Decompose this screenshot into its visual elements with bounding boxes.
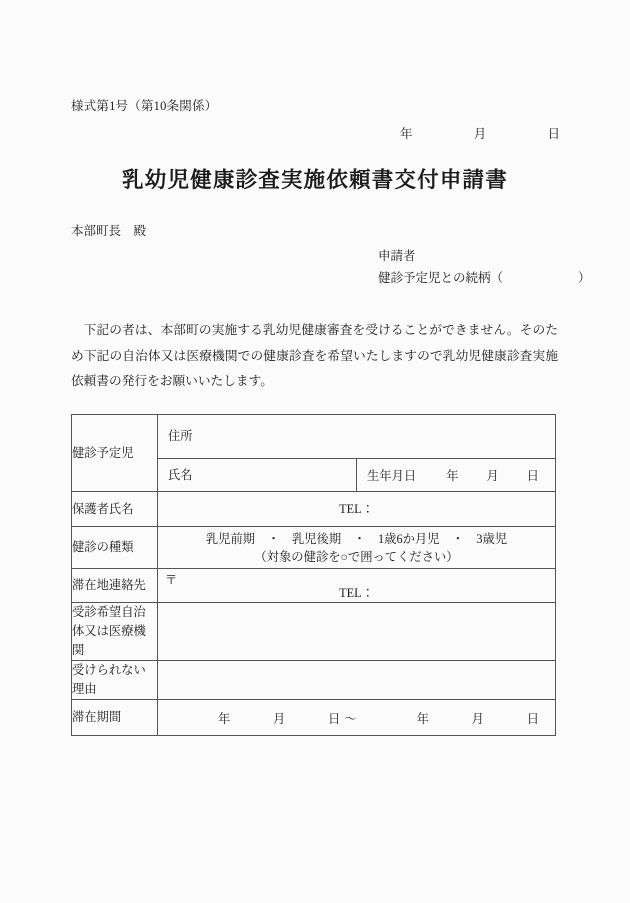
child-name-cell[interactable] bbox=[158, 459, 357, 492]
table-row bbox=[72, 527, 556, 569]
guardian-value-cell[interactable] bbox=[158, 492, 556, 527]
child-label-cell bbox=[72, 415, 158, 492]
child-dob-month: 月 bbox=[486, 469, 499, 483]
child-dob-cell[interactable] bbox=[357, 459, 556, 492]
stay-period-wrap bbox=[158, 709, 555, 727]
child-label: 健診予定児 bbox=[72, 445, 134, 460]
reason-value bbox=[158, 675, 555, 685]
stay-contact-value-cell[interactable] bbox=[158, 569, 556, 603]
header-date-month: 月 bbox=[473, 127, 487, 141]
checkup-type-instruction: （対象の健診を○で囲ってください） bbox=[254, 549, 459, 564]
body-paragraph: 下記の者は、本部町の実施する乳幼児健康審査を受けることができません。そのため下記の自治体又は医療機関での健康診査を希望いたしますので乳幼児健康診査実施依頼書の発行をお願いいたします。 bbox=[71, 323, 558, 388]
stay-period-to-year: 年 bbox=[416, 711, 429, 726]
checkup-type-label-cell bbox=[72, 527, 158, 569]
stay-period-label: 滞在期間 bbox=[72, 710, 122, 724]
child-dob-wrap bbox=[357, 466, 555, 484]
checkup-type-label: 健診の種類 bbox=[72, 540, 134, 554]
child-dob-year: 年 bbox=[446, 469, 459, 483]
postal-mark-icon: 〒 bbox=[165, 573, 178, 587]
desired-facility-value-cell[interactable] bbox=[158, 603, 556, 661]
table-row bbox=[72, 569, 556, 603]
reason-label: 受けられない理由 bbox=[72, 663, 146, 696]
body-text bbox=[71, 318, 558, 395]
stay-period-to-month: 月 bbox=[471, 711, 484, 726]
header-date-line bbox=[400, 124, 560, 142]
table-row bbox=[72, 415, 556, 459]
applicant-relation-field: 健診予定児との続柄（ ） bbox=[378, 271, 591, 285]
stay-period-value-cell[interactable] bbox=[158, 700, 556, 736]
table-row bbox=[72, 700, 556, 736]
table-row bbox=[72, 492, 556, 527]
child-address-label: 住所 bbox=[168, 429, 193, 443]
stay-period-to bbox=[417, 709, 539, 727]
guardian-label: 保護者氏名 bbox=[72, 501, 134, 516]
child-dob-units bbox=[446, 466, 539, 484]
checkup-type-value-cell[interactable] bbox=[158, 527, 556, 569]
stay-period-label-cell bbox=[72, 700, 158, 736]
desired-facility-label: 受診希望自治体又は医療機関 bbox=[72, 605, 146, 657]
guardian-label-cell bbox=[72, 492, 158, 527]
child-dob-day: 日 bbox=[526, 469, 539, 483]
stay-period-from-year: 年 bbox=[218, 711, 231, 726]
applicant-block bbox=[378, 245, 591, 289]
stay-period-separator: 〜 bbox=[344, 711, 357, 726]
application-table bbox=[71, 414, 556, 736]
stay-period-from-day: 日 bbox=[328, 711, 341, 726]
addressee: 本部町長 殿 bbox=[71, 224, 147, 238]
applicant-label: 申請者 bbox=[378, 249, 416, 263]
stay-period-from-month: 月 bbox=[273, 711, 286, 726]
table-row bbox=[72, 603, 556, 661]
header-date-year: 年 bbox=[400, 127, 413, 141]
child-name-label: 氏名 bbox=[168, 467, 193, 482]
desired-facility-value bbox=[158, 627, 555, 637]
stay-contact-wrap bbox=[158, 569, 555, 602]
stay-contact-label: 滞在地連絡先 bbox=[72, 578, 146, 592]
form-number: 様式第1号（第10条関係） bbox=[71, 99, 218, 113]
stay-period-to-day: 日 bbox=[526, 711, 539, 726]
stay-contact-label-cell bbox=[72, 569, 158, 603]
stay-period-from bbox=[218, 709, 340, 727]
checkup-type-options[interactable]: 乳児前期 ・ 乳児後期 ・ 1歳6か月児 ・ 3歳児 bbox=[205, 531, 508, 546]
table-row bbox=[72, 661, 556, 700]
desired-facility-label-cell bbox=[72, 603, 158, 661]
page-title: 乳幼児健康診査実施依頼書交付申請書 bbox=[122, 168, 508, 192]
stay-contact-tel-label: TEL： bbox=[339, 586, 374, 600]
child-dob-label: 生年月日 bbox=[367, 469, 417, 483]
reason-label-cell bbox=[72, 661, 158, 700]
guardian-tel-label: TEL： bbox=[339, 501, 374, 516]
reason-value-cell[interactable] bbox=[158, 661, 556, 700]
child-address-cell[interactable] bbox=[158, 415, 556, 459]
header-date-day: 日 bbox=[547, 127, 560, 141]
